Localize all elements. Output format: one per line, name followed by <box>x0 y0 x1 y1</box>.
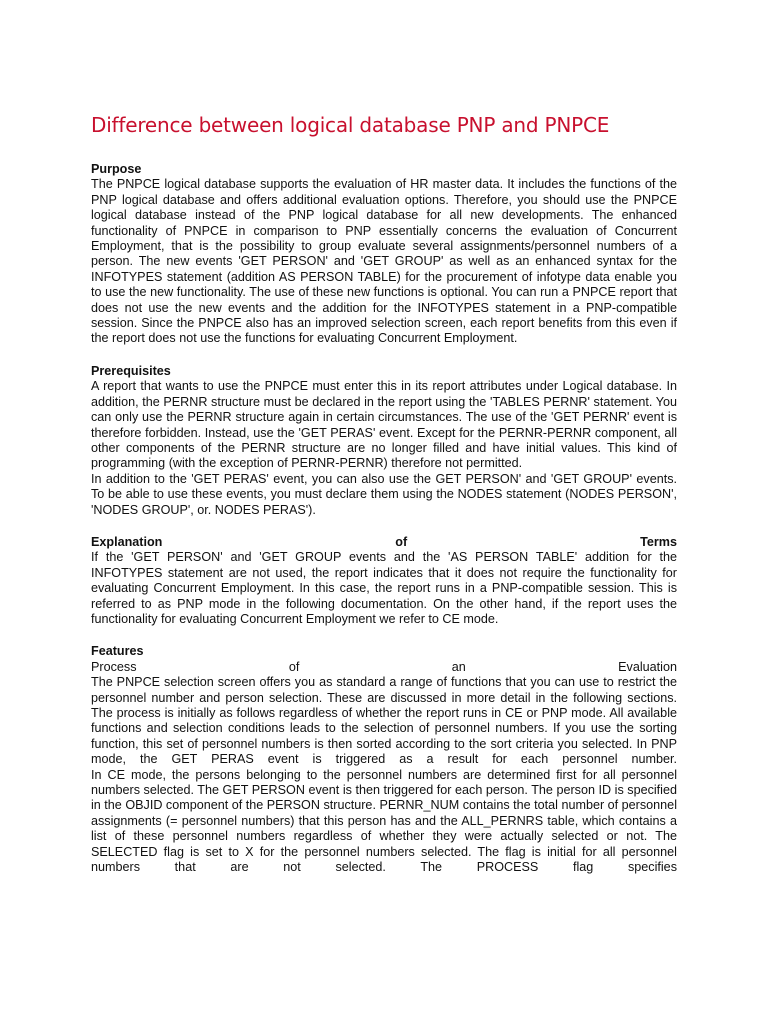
document-title: Difference between logical database PNP and PNPCE <box>91 113 610 137</box>
features-heading: Features <box>91 644 144 659</box>
explanation-paragraph: If the 'GET PERSON' and 'GET GROUP events and the 'AS PERSON TABLE' addition for the INFOTYPES statement are not used, the report indicates that it does not require the functionality for evaluating Concurrent Employment. In this case, the report runs in a PNP-compatible session. This is referred to as PNP mode in the following documentation. On the other hand, if the report uses the functionality for evaluating Concurrent Employment we refer to CE mode. <box>91 550 677 626</box>
features-subheading-word: an <box>451 659 466 674</box>
document-page <box>91 108 677 892</box>
features-subheading <box>91 660 677 675</box>
explanation-section <box>91 535 677 627</box>
features-subheading-word: Evaluation <box>618 659 677 674</box>
prerequisites-paragraph-2: In addition to the 'GET PERAS' event, you can also use the GET PERSON' and 'GET GROUP' events. To be able to use these events, you must declare them using the NODES statement (NODES PERSON', 'NODES GROUP', or. NODES PERAS'). <box>91 471 677 517</box>
prerequisites-paragraph-1: A report that wants to use the PNPCE must enter this in its report attributes under Logical database. In addition, the PERNR structure must be declared in the report using the 'TABLES PERNR' statement. You can only use the PERNR structure again in certain circumstances. The use of the 'GET PERNR' event is therefore forbidden. Instead, use the 'GET PERAS' event. Except for the PERNR-PERNR component, all other components of the PERNR structure are no longer filled and have initial values. This kind of programming (with the exception of PERNR-PERNR) therefore not permitted. <box>91 379 677 471</box>
explanation-heading-word: of <box>395 534 408 549</box>
explanation-heading <box>91 535 677 550</box>
features-subheading-word: of <box>288 659 300 674</box>
features-section <box>91 644 677 875</box>
purpose-paragraph: The PNPCE logical database supports the evaluation of HR master data. It includes the functions of the PNP logical database and offers additional evaluation options. Therefore, you should use the PNPCE logical database instead of the PNP logical database for all new developments. The enhanced functionality of PNPCE in comparison to PNP essentially concerns the evaluation of Concurrent Employment, that is the possibility to group evaluate several assignments/personnel numbers of a person. The new events 'GET PERSON' and 'GET GROUP' as well as an enhanced syntax for the INFOTYPES statement (addition AS PERSON TABLE) for the procurement of infotype data enable you to use the new functionality. The use of these new functions is optional. You can run a PNPCE report that does not use the new events and the addition for the INFOTYPES statement in a PNP-compatible session. Since the PNPCE also has an improved selection screen, each report benefits from this even if the report does not use the functions for evaluating Concurrent Employment. <box>91 177 677 346</box>
features-subheading-word: Process <box>91 659 137 674</box>
purpose-section <box>91 162 677 347</box>
explanation-heading-word: Explanation <box>91 534 163 549</box>
explanation-heading-word: Terms <box>640 534 677 549</box>
features-paragraph-1: The PNPCE selection screen offers you as standard a range of functions that you can use to restrict the personnel number and person selection. These are discussed in more detail in the following sections. The process is initially as follows regardless of whether the report runs in CE or PNP mode. All available functions and selection conditions leads to the selection of personnel numbers. If you use the sorting function, this set of personnel numbers is then sorted according to the sort criteria you selected. In PNP mode, the GET PERAS event is triggered as a result for each personnel number. <box>91 675 677 767</box>
prerequisites-heading: Prerequisites <box>91 363 171 378</box>
prerequisites-section <box>91 364 677 518</box>
features-paragraph-2: In CE mode, the persons belonging to the personnel numbers are determined first for all personnel numbers selected. The GET PERSON event is then triggered for each person. The person ID is specified in the OBJID component of the PERSON structure. PERNR_NUM contains the total number of personnel assignments (= personnel numbers) that this person has and the ALL_PERNRS table, which contains a list of these personnel numbers regardless of whether they were actually selected or not. The SELECTED flag is set to X for the personnel numbers selected. The flag is initial for all personnel numbers that are not selected. The PROCESS flag specifies <box>91 767 677 875</box>
purpose-heading: Purpose <box>91 162 142 176</box>
